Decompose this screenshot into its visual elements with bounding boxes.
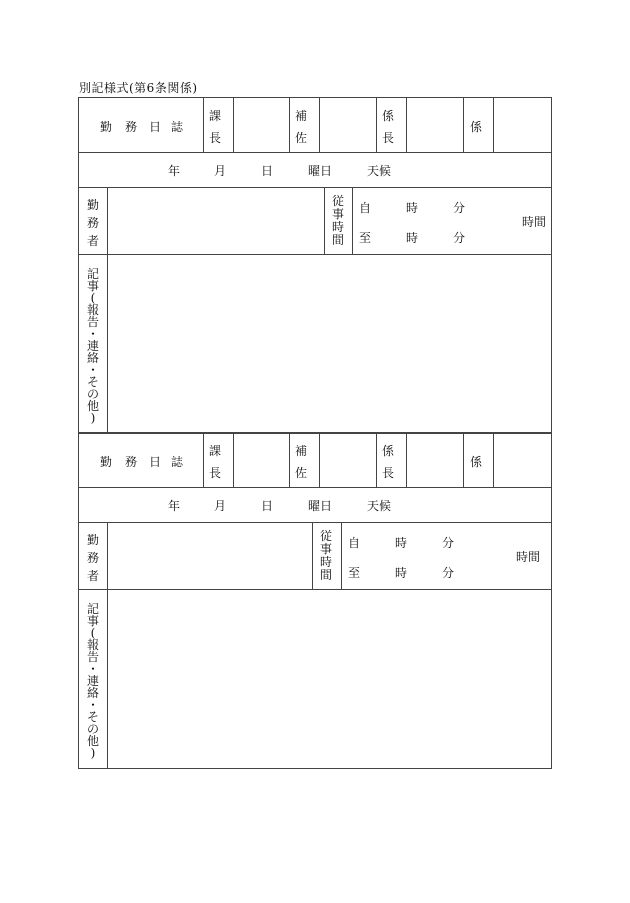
- weather-label: 天候: [367, 164, 392, 178]
- worker-label-char: 者: [86, 569, 99, 583]
- stamp-box-1[interactable]: [233, 98, 289, 152]
- notes-label-char: ): [90, 411, 96, 425]
- worker-label: [86, 196, 100, 250]
- journal-title-char: 務: [125, 120, 138, 134]
- notes-label-char: 連: [86, 674, 99, 688]
- notes-label-char: 絡: [86, 351, 99, 365]
- stamp-box-3[interactable]: [406, 433, 462, 487]
- date-month-label: 月: [214, 164, 227, 178]
- date-day-label: 日: [261, 499, 274, 513]
- to-minute-label: 分: [453, 231, 466, 245]
- stamp-label-char: 係: [382, 444, 395, 458]
- notes-label-char: ・: [86, 698, 99, 712]
- notes-label-char: そ: [86, 375, 99, 389]
- to-hour-label: 時: [395, 566, 408, 580]
- notes-label-char: 絡: [86, 686, 99, 700]
- to-label: 至: [348, 566, 361, 580]
- notes-label-char: (: [90, 291, 96, 305]
- from-minute-label: 分: [453, 201, 466, 215]
- stamp-box-1[interactable]: [233, 433, 289, 487]
- journal-title-char: 誌: [171, 455, 184, 469]
- stamp-label-char: 係: [382, 109, 395, 123]
- weekday-label: 曜日: [308, 164, 333, 178]
- worker-name-field[interactable]: [108, 188, 323, 253]
- date-year-label: 年: [168, 499, 181, 513]
- worker-label: [86, 531, 100, 585]
- worker-label-char: 勤: [86, 533, 99, 547]
- work-hours-label: [319, 530, 333, 582]
- journal-title-char: 日: [149, 455, 162, 469]
- journal-title-char: 務: [125, 455, 138, 469]
- stamp-label-char: 長: [209, 466, 222, 480]
- header-divider: [463, 98, 464, 152]
- notes-label-char: の: [86, 387, 99, 401]
- stamp-label-char: 係: [470, 455, 483, 469]
- work-hours-label-char: 時: [319, 555, 332, 569]
- date-day-label: 日: [261, 164, 274, 178]
- row-divider: [79, 487, 551, 488]
- stamp-label-char: 補: [295, 109, 308, 123]
- stamp-label-char: 長: [209, 131, 222, 145]
- stamp-box-4[interactable]: [493, 98, 549, 152]
- work-hours-label-char: 時: [331, 220, 344, 234]
- header-divider: [289, 433, 290, 487]
- work-hours-label-char: 間: [331, 233, 344, 247]
- work-hours-label: [331, 195, 345, 247]
- work-hours-label-char: 従: [319, 529, 332, 543]
- notes-field[interactable]: [108, 590, 551, 767]
- notes-label-char: 他: [86, 734, 99, 748]
- from-minute-label: 分: [442, 536, 455, 550]
- worker-label-char: 務: [86, 216, 99, 230]
- stamp-label-char: 長: [382, 466, 395, 480]
- journal-title-char: 日: [149, 120, 162, 134]
- notes-label-char: ・: [86, 327, 99, 341]
- notes-label-char: の: [86, 722, 99, 736]
- journal-title-char: 勤: [100, 120, 113, 134]
- notes-label-char: 記: [86, 267, 99, 281]
- total-hours-label: 時間: [516, 550, 541, 564]
- notes-label-char: 事: [86, 279, 99, 293]
- from-label: 自: [348, 536, 361, 550]
- work-hours-label-char: 従: [331, 194, 344, 208]
- stamp-box-2[interactable]: [319, 433, 375, 487]
- row-divider: [79, 152, 551, 153]
- hours-label-divider: [312, 522, 313, 589]
- notes-label-char: 連: [86, 339, 99, 353]
- work-hours-label-char: 事: [331, 207, 344, 221]
- worker-label-char: 務: [86, 551, 99, 565]
- hours-value-divider: [352, 187, 353, 254]
- stamp-box-4[interactable]: [493, 433, 549, 487]
- notes-label-char: ): [90, 746, 96, 760]
- stamp-box-3[interactable]: [406, 98, 462, 152]
- worker-name-field[interactable]: [108, 523, 311, 588]
- from-hour-label: 時: [395, 536, 408, 550]
- from-label: 自: [359, 201, 372, 215]
- header-divider: [203, 98, 204, 152]
- notes-label: [86, 268, 100, 424]
- notes-label-char: 他: [86, 399, 99, 413]
- notes-label-char: 告: [86, 315, 99, 329]
- stamp-label-char: 佐: [295, 131, 308, 145]
- from-hour-label: 時: [406, 201, 419, 215]
- date-month-label: 月: [214, 499, 227, 513]
- notes-label-char: 事: [86, 614, 99, 628]
- stamp-label-char: 長: [382, 131, 395, 145]
- hours-label-divider: [324, 187, 325, 254]
- stamp-label-char: 補: [295, 444, 308, 458]
- notes-label-char: 記: [86, 602, 99, 616]
- header-divider: [203, 433, 204, 487]
- total-hours-label: 時間: [522, 215, 547, 229]
- journal-title-char: 勤: [100, 455, 113, 469]
- notes-label-char: 告: [86, 650, 99, 664]
- notes-label-char: そ: [86, 710, 99, 724]
- weather-label: 天候: [367, 499, 392, 513]
- weekday-label: 曜日: [308, 499, 333, 513]
- log-block-2: [78, 432, 552, 769]
- date-year-label: 年: [168, 164, 181, 178]
- to-label: 至: [359, 231, 372, 245]
- stamp-box-2[interactable]: [319, 98, 375, 152]
- stamp-label-char: 佐: [295, 466, 308, 480]
- work-hours-label-char: 間: [319, 568, 332, 582]
- header-divider: [463, 433, 464, 487]
- stamp-label-char: 課: [209, 444, 222, 458]
- journal-title-char: 誌: [171, 120, 184, 134]
- to-minute-label: 分: [442, 566, 455, 580]
- stamp-label-char: 課: [209, 109, 222, 123]
- work-hours-label-char: 事: [319, 542, 332, 556]
- notes-label-char: ・: [86, 662, 99, 676]
- notes-field[interactable]: [108, 255, 551, 432]
- header-divider: [376, 98, 377, 152]
- log-block-1: [78, 97, 552, 434]
- worker-label-char: 者: [86, 234, 99, 248]
- notes-label: [86, 603, 100, 759]
- notes-label-char: ・: [86, 363, 99, 377]
- to-hour-label: 時: [406, 231, 419, 245]
- header-divider: [289, 98, 290, 152]
- worker-label-char: 勤: [86, 198, 99, 212]
- notes-label-char: 報: [86, 303, 99, 317]
- notes-label-char: (: [90, 626, 96, 640]
- hours-value-divider: [341, 522, 342, 589]
- notes-label-char: 報: [86, 638, 99, 652]
- form-caption: 別記様式(第6条関係): [79, 81, 198, 95]
- stamp-label-char: 係: [470, 120, 483, 134]
- header-divider: [376, 433, 377, 487]
